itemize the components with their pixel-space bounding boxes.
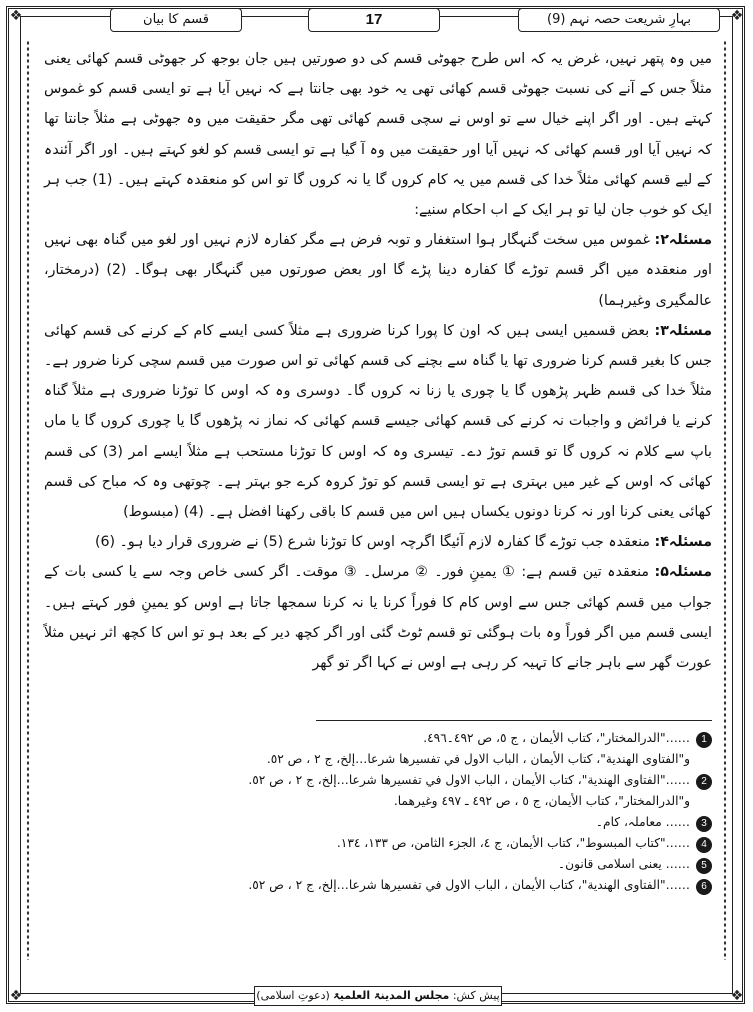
main-text	[44, 44, 712, 678]
masala-3	[44, 316, 712, 527]
left-ornament-rail	[26, 40, 30, 960]
corner-ornament-icon: ❖	[9, 8, 23, 24]
masala-label: مسئلہ۲:	[654, 232, 713, 249]
masala-5	[44, 557, 712, 678]
footnote-5	[44, 854, 712, 875]
footer-prefix: پیش کش:	[452, 989, 500, 1002]
corner-ornament-icon: ❖	[730, 8, 744, 24]
footnote-text: ……"الدرالمختار"، كتاب الأيمان ، ج ٥، ص ٤٩٢۔٤٩٦.	[423, 731, 690, 745]
footnote-1	[44, 728, 712, 749]
masala-label: مسئلہ۴:	[654, 534, 712, 551]
masala-text: منعقدہ جب توڑے گا کفارہ لازم آئیگا اگرچہ اوس کا توڑنا شرع (5) نے ضروری قرار دیا ہو۔ (6)	[94, 534, 650, 551]
page-number: 17	[308, 8, 440, 32]
masala-text: غموس میں سخت گنہگار ہوا استغفار و توبہ فرض ہے مگر کفارہ لازم نہیں اور لغو میں گناہ بھی نہیں اور منعقدہ میں اگر قسم توڑے گا کفارہ دینا پڑے گا اور بعض صورتوں میں گنہگار بھی ہوگا۔ (2) (درمختار، عالمگیری وغیرہما)	[44, 232, 712, 309]
footnote-text: ……"الفتاوى الهندية"، كتاب الأيمان ، الباب الاول في تفسيرها شرعا…إلخ، ج ٢ ، ص ٥٢.	[248, 878, 690, 892]
corner-ornament-icon: ❖	[730, 988, 744, 1004]
footnote-text: و"الدرالمختار"، كتاب الأيمان، ج ٥ ، ص ٤٩٢ ـ ٤٩٧ وغيرهما.	[393, 794, 690, 808]
footnote-number: 1	[696, 732, 712, 748]
footnote-text: ……"كتاب المبسوط"، كتاب الأيمان، ج ٤، الجزء الثامن، ص ١٣٣، ١٣٤.	[336, 836, 690, 850]
masala-label: مسئلہ۵:	[654, 564, 713, 581]
footer-suffix: (دعوتِ اسلامی)	[256, 989, 330, 1002]
masala-text: بعض قسمیں ایسی ہیں کہ اون کا پورا کرنا ضروری ہے مثلاً کسی ایسے کام کے کرنے کی قسم کھائی جس کا بغیر قسم کرنا ضروری تھا یا گناہ سے بچنے کی قسم کھائی تو اس صورت میں قسم سچی کرنا ضرور ہے۔ مثلاً خدا کی قسم ظہر پڑھوں گا یا چوری یا زنا نہ کروں گا۔ دوسری وہ کہ اوس کا توڑنا ضروری ہے مثلاً گناہ کرنے یا فرائض و واجبات نہ کرنے کی قسم کھائی جیسے قسم کھائی کہ نماز نہ پڑھوں گا یا چوری کروں گا یا ماں باپ سے کلام نہ کروں گا تو قسم توڑ دے۔ تیسری وہ کہ اوس کا توڑنا مستحب ہے مثلاً ایسے امر (3) کی قسم کھائی کہ اوس کے غیر میں بہتری ہے تو ایسی قسم کو توڑ کروہ کرے جو بہتر ہے۔ چوتھی وہ کہ مباح کی قسم کھائی یعنی کرنا اور نہ کرنا دونوں یکساں ہیں اس میں قسم کا باقی رکھنا افضل ہے۔ (4) (مبسوط)	[44, 322, 713, 521]
chapter-title: قسم کا بیان	[110, 8, 242, 32]
masala-text: منعقدہ تین قسم ہے: ① یمینِ فور۔ ② مرسل۔ ③ موقت۔ اگر کسی خاص وجہ سے یا کسی بات کے جواب میں قسم کھائی جس سے اوس کام کا فوراً کرنا یا نہ کرنا سمجھا جاتا ہے اوس کو یمینِ فور کہتے ہیں۔ ایسی قسم میں اگر فوراً وہ بات ہوگئی تو قسم ٹوٹ گئی اور اگر کچھ دیر کے بعد ہو تو اس کا کچھ اثر نہیں مثلاً عورت گھر سے باہر جانے کا تہیہ کر رہی ہے اوس نے کہا اگر تو گھر	[44, 564, 712, 672]
footnote-3	[44, 812, 712, 833]
right-ornament-rail	[723, 40, 727, 960]
page-header	[22, 6, 731, 34]
footnote-number: 4	[696, 837, 712, 853]
footnote-2	[44, 770, 712, 791]
footnote-number: 6	[696, 879, 712, 895]
footnote-1-cont	[44, 749, 712, 770]
masala-4	[44, 527, 712, 557]
footnote-text: ……"الفتاوى الهندية"، كتاب الأيمان ، الباب الاول في تفسيرها شرعا…إلخ، ج ٢ ، ص ٥٢.	[248, 773, 690, 787]
page-footer	[254, 986, 502, 1006]
corner-ornament-icon: ❖	[9, 988, 23, 1004]
paragraph-intro: میں وہ پتھر نہیں، غرض یہ کہ اس طرح جھوٹی قسم کی دو صورتیں ہیں جان بوجھ کر جھوٹی قسم کھائی یعنی مثلاً جس کے آنے کی نسبت جھوٹی قسم کھائی تھی یہ خود بھی جانتا ہے کہ نہیں آیا ہے تو ایسی قسم کو غموس کہتے ہیں۔ اور اگر اپنے خیال سے تو اوس نے سچی قسم کھائی تھی مگر حقیقت میں وہ جھوٹی ہے مثلاً جانتا تھا کہ نہیں آیا اور قسم کھائی کہ نہیں آیا اور حقیقت میں وہ آ گیا ہے تو ایسی قسم کو لغو کہتے ہیں۔ اور اگر آئندہ کے لیے قسم کھائی مثلاً خدا کی قسم میں یہ کام کروں گا یا نہ کروں گا تو اس کو منعقدہ کہتے ہیں۔ (1) جب ہر ایک کو خوب جان لیا تو ہر ایک کے اب احکام سنیے:	[44, 51, 712, 219]
footnote-number: 2	[696, 774, 712, 790]
footnote-text: و"الفتاوى الهندية"، كتاب الأيمان ، الباب الاول في تفسيرها شرعا…إلخ، ج ٢ ، ص ٥٢.	[266, 752, 690, 766]
footnote-text: …… یعنی اسلامی قانون۔	[558, 857, 690, 871]
masala-label: مسئلہ۳:	[654, 322, 712, 339]
book-title: بہارِ شریعت حصہ نہم (9)	[518, 8, 720, 32]
masala-2	[44, 225, 712, 316]
footnote-4	[44, 833, 712, 854]
footnote-divider	[316, 720, 712, 721]
footnote-text: …… معاملہ، کام۔	[595, 815, 690, 829]
footnote-2-cont	[44, 791, 712, 812]
footnote-6	[44, 875, 712, 896]
footnote-number: 5	[696, 858, 712, 874]
publisher-name: مجلس المدینۃ العلمیۃ	[333, 989, 450, 1002]
footnotes	[44, 728, 712, 896]
footnote-number: 3	[696, 816, 712, 832]
